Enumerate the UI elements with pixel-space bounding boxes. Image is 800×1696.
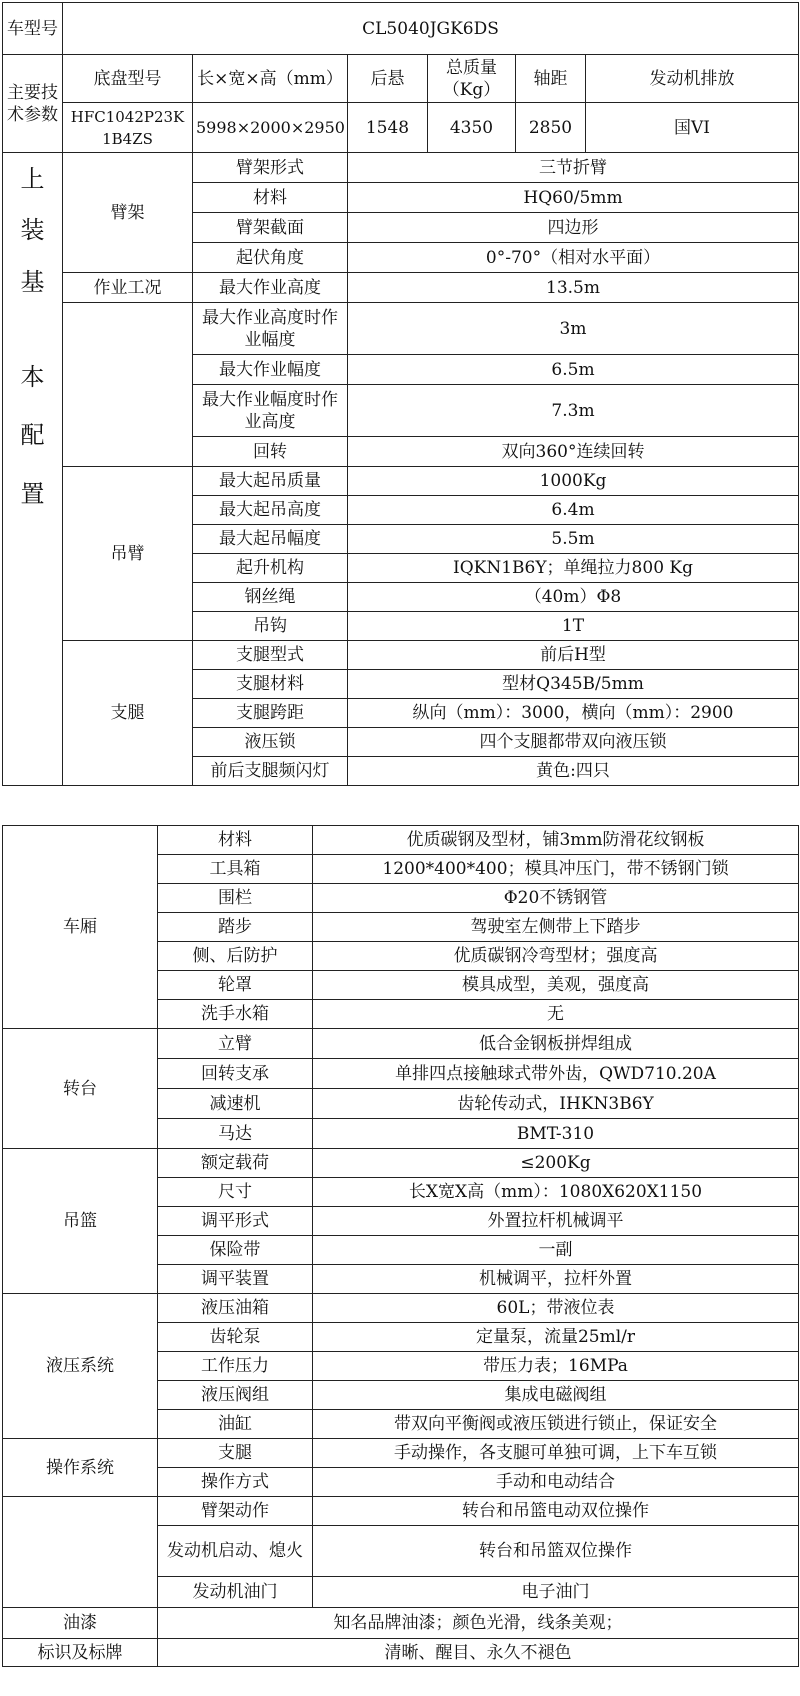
section-item: 液压阀组	[158, 1381, 313, 1410]
config-label	[3, 153, 63, 786]
section-item: 立臂	[158, 1029, 313, 1059]
config-value: 7.3m	[348, 385, 799, 437]
vehicle-model-value: CL5040JGK6DS	[63, 3, 799, 55]
config-label-char: 装	[20, 216, 45, 245]
section-item: 液压油箱	[158, 1294, 313, 1323]
config-item: 回转	[193, 437, 348, 467]
section-item: 工具箱	[158, 855, 313, 884]
section-value: 手动操作，各支腿可单独可调，上下车互锁	[313, 1439, 799, 1468]
config-item: 臂架截面	[193, 213, 348, 243]
config-value: 四个支腿都带双向液压锁	[348, 728, 799, 757]
vehicle-model-label: 车型号	[3, 3, 63, 55]
section-item: 轮罩	[158, 971, 313, 1000]
labels-value: 清晰、醒目、永久不褪色	[158, 1639, 799, 1667]
section-item: 踏步	[158, 913, 313, 942]
config-item: 最大作业幅度时作业高度	[193, 385, 348, 437]
section-item: 额定载荷	[158, 1149, 313, 1178]
section-value: 优质碳钢及型材，铺3mm防滑花纹钢板	[313, 826, 799, 855]
section-item: 减速机	[158, 1089, 313, 1119]
group-name: 吊臂	[63, 467, 193, 641]
section-item: 回转支承	[158, 1059, 313, 1089]
config-value: 0°-70°（相对水平面）	[348, 243, 799, 273]
config-label-char: 配	[20, 421, 45, 450]
config-value: 纵向（mm）：3000，横向（mm）：2900	[348, 699, 799, 728]
group-name: 支腿	[63, 641, 193, 786]
section-item: 马达	[158, 1119, 313, 1149]
config-item: 支腿跨距	[193, 699, 348, 728]
section-item: 调平形式	[158, 1207, 313, 1236]
section-item: 臂架动作	[158, 1497, 313, 1526]
config-label-char: 上	[20, 164, 45, 193]
section-item: 材料	[158, 826, 313, 855]
value-emission: 国VI	[586, 103, 799, 153]
header-dimensions: 长×宽×高（mm）	[193, 55, 348, 103]
section-value: 带双向平衡阀或液压锁进行锁止，保证安全	[313, 1410, 799, 1439]
section-name: 转台	[3, 1029, 158, 1149]
section-value: 转台和吊篮电动双位操作	[313, 1497, 799, 1526]
section-value: 机械调平，拉杆外置	[313, 1265, 799, 1294]
group-name: 作业工况	[63, 273, 193, 303]
section-value: 一副	[313, 1236, 799, 1265]
config-value: 双向360°连续回转	[348, 437, 799, 467]
config-item: 起伏角度	[193, 243, 348, 273]
header-total-mass: 总质量（Kg）	[428, 55, 516, 103]
config-value: 6.4m	[348, 496, 799, 525]
config-value: 1T	[348, 612, 799, 641]
labels-label: 标识及标牌	[3, 1639, 158, 1667]
section-item: 支腿	[158, 1439, 313, 1468]
table-sections	[2, 825, 799, 1667]
section-value: ≤200Kg	[313, 1149, 799, 1178]
config-value: IQKN1B6Y；单绳拉力800 Kg	[348, 554, 799, 583]
config-item: 起升机构	[193, 554, 348, 583]
section-value: 齿轮传动式，IHKN3B6Y	[313, 1089, 799, 1119]
section-name: 吊篮	[3, 1149, 158, 1294]
config-label-char: 本	[20, 363, 45, 392]
section-item: 洗手水箱	[158, 1000, 313, 1029]
section-item: 尺寸	[158, 1178, 313, 1207]
header-rear-overhang: 后悬	[348, 55, 428, 103]
header-wheelbase: 轴距	[516, 55, 586, 103]
section-value: 电子油门	[313, 1577, 799, 1608]
config-item: 钢丝绳	[193, 583, 348, 612]
section-value: 驾驶室左侧带上下踏步	[313, 913, 799, 942]
config-item: 最大作业幅度	[193, 355, 348, 385]
config-value: HQ60/5mm	[348, 183, 799, 213]
config-value: （40m）Φ8	[348, 583, 799, 612]
config-value: 三节折臂	[348, 153, 799, 183]
section-item: 保险带	[158, 1236, 313, 1265]
value-rear-overhang: 1548	[348, 103, 428, 153]
config-value: 6.5m	[348, 355, 799, 385]
config-value: 3m	[348, 303, 799, 355]
paint-label: 油漆	[3, 1608, 158, 1639]
section-name: 车厢	[3, 826, 158, 1029]
config-value: 5.5m	[348, 525, 799, 554]
section-value: 1200*400*400；模具冲压门，带不锈钢门锁	[313, 855, 799, 884]
config-label-char: 置	[20, 479, 45, 508]
value-total-mass: 4350	[428, 103, 516, 153]
table-upper-config	[2, 152, 799, 786]
paint-value: 知名品牌油漆；颜色光滑，线条美观；	[158, 1608, 799, 1639]
section-value: 手动和电动结合	[313, 1468, 799, 1497]
config-item: 支腿材料	[193, 670, 348, 699]
section-item: 操作方式	[158, 1468, 313, 1497]
config-item: 液压锁	[193, 728, 348, 757]
section-value: 集成电磁阀组	[313, 1381, 799, 1410]
value-chassis-model: HFC1042P23K1B4ZS	[63, 103, 193, 153]
section-item: 发动机启动、熄火	[158, 1526, 313, 1577]
group-name: 臂架	[63, 153, 193, 273]
config-item: 前后支腿频闪灯	[193, 757, 348, 786]
config-value: 型材Q345B/5mm	[348, 670, 799, 699]
section-value: 长X宽X高（mm）：1080X620X1150	[313, 1178, 799, 1207]
section-item: 工作压力	[158, 1352, 313, 1381]
section-value: 转台和吊篮双位操作	[313, 1526, 799, 1577]
section-item: 调平装置	[158, 1265, 313, 1294]
config-item: 最大作业高度时作业幅度	[193, 303, 348, 355]
section-item: 齿轮泵	[158, 1323, 313, 1352]
section-value: 无	[313, 1000, 799, 1029]
config-item: 吊钩	[193, 612, 348, 641]
config-value: 黄色:四只	[348, 757, 799, 786]
section-item: 围栏	[158, 884, 313, 913]
config-item: 最大起吊幅度	[193, 525, 348, 554]
section-name: 液压系统	[3, 1294, 158, 1439]
header-chassis-model: 底盘型号	[63, 55, 193, 103]
config-item: 最大作业高度	[193, 273, 348, 303]
config-value: 13.5m	[348, 273, 799, 303]
config-item: 支腿型式	[193, 641, 348, 670]
config-label-char: 基	[20, 268, 45, 297]
section-item: 发动机油门	[158, 1577, 313, 1608]
section-item: 侧、后防护	[158, 942, 313, 971]
section-value: 外置拉杆机械调平	[313, 1207, 799, 1236]
group-name-empty	[63, 303, 193, 467]
config-value: 1000Kg	[348, 467, 799, 496]
config-value: 四边形	[348, 213, 799, 243]
section-value: 带压力表；16MPa	[313, 1352, 799, 1381]
table-basic-params	[2, 2, 799, 153]
section-name: 操作系统	[3, 1439, 158, 1497]
section-item: 油缸	[158, 1410, 313, 1439]
value-dimensions: 5998×2000×2950	[193, 103, 348, 153]
config-item: 最大起吊质量	[193, 467, 348, 496]
section-value: 优质碳钢冷弯型材；强度高	[313, 942, 799, 971]
config-item: 材料	[193, 183, 348, 213]
config-value: 前后H型	[348, 641, 799, 670]
header-emission: 发动机排放	[586, 55, 799, 103]
section-value: BMT-310	[313, 1119, 799, 1149]
config-item: 最大起吊高度	[193, 496, 348, 525]
section-value: 60L；带液位表	[313, 1294, 799, 1323]
section-value: Φ20不锈钢管	[313, 884, 799, 913]
value-wheelbase: 2850	[516, 103, 586, 153]
section-value: 模具成型，美观，强度高	[313, 971, 799, 1000]
section-value: 定量泵，流量25ml/r	[313, 1323, 799, 1352]
section-name-empty	[3, 1497, 158, 1608]
section-value: 低合金钢板拼焊组成	[313, 1029, 799, 1059]
section-value: 单排四点接触球式带外齿，QWD710.20A	[313, 1059, 799, 1089]
main-params-label: 主要技术参数	[3, 55, 63, 153]
config-item: 臂架形式	[193, 153, 348, 183]
